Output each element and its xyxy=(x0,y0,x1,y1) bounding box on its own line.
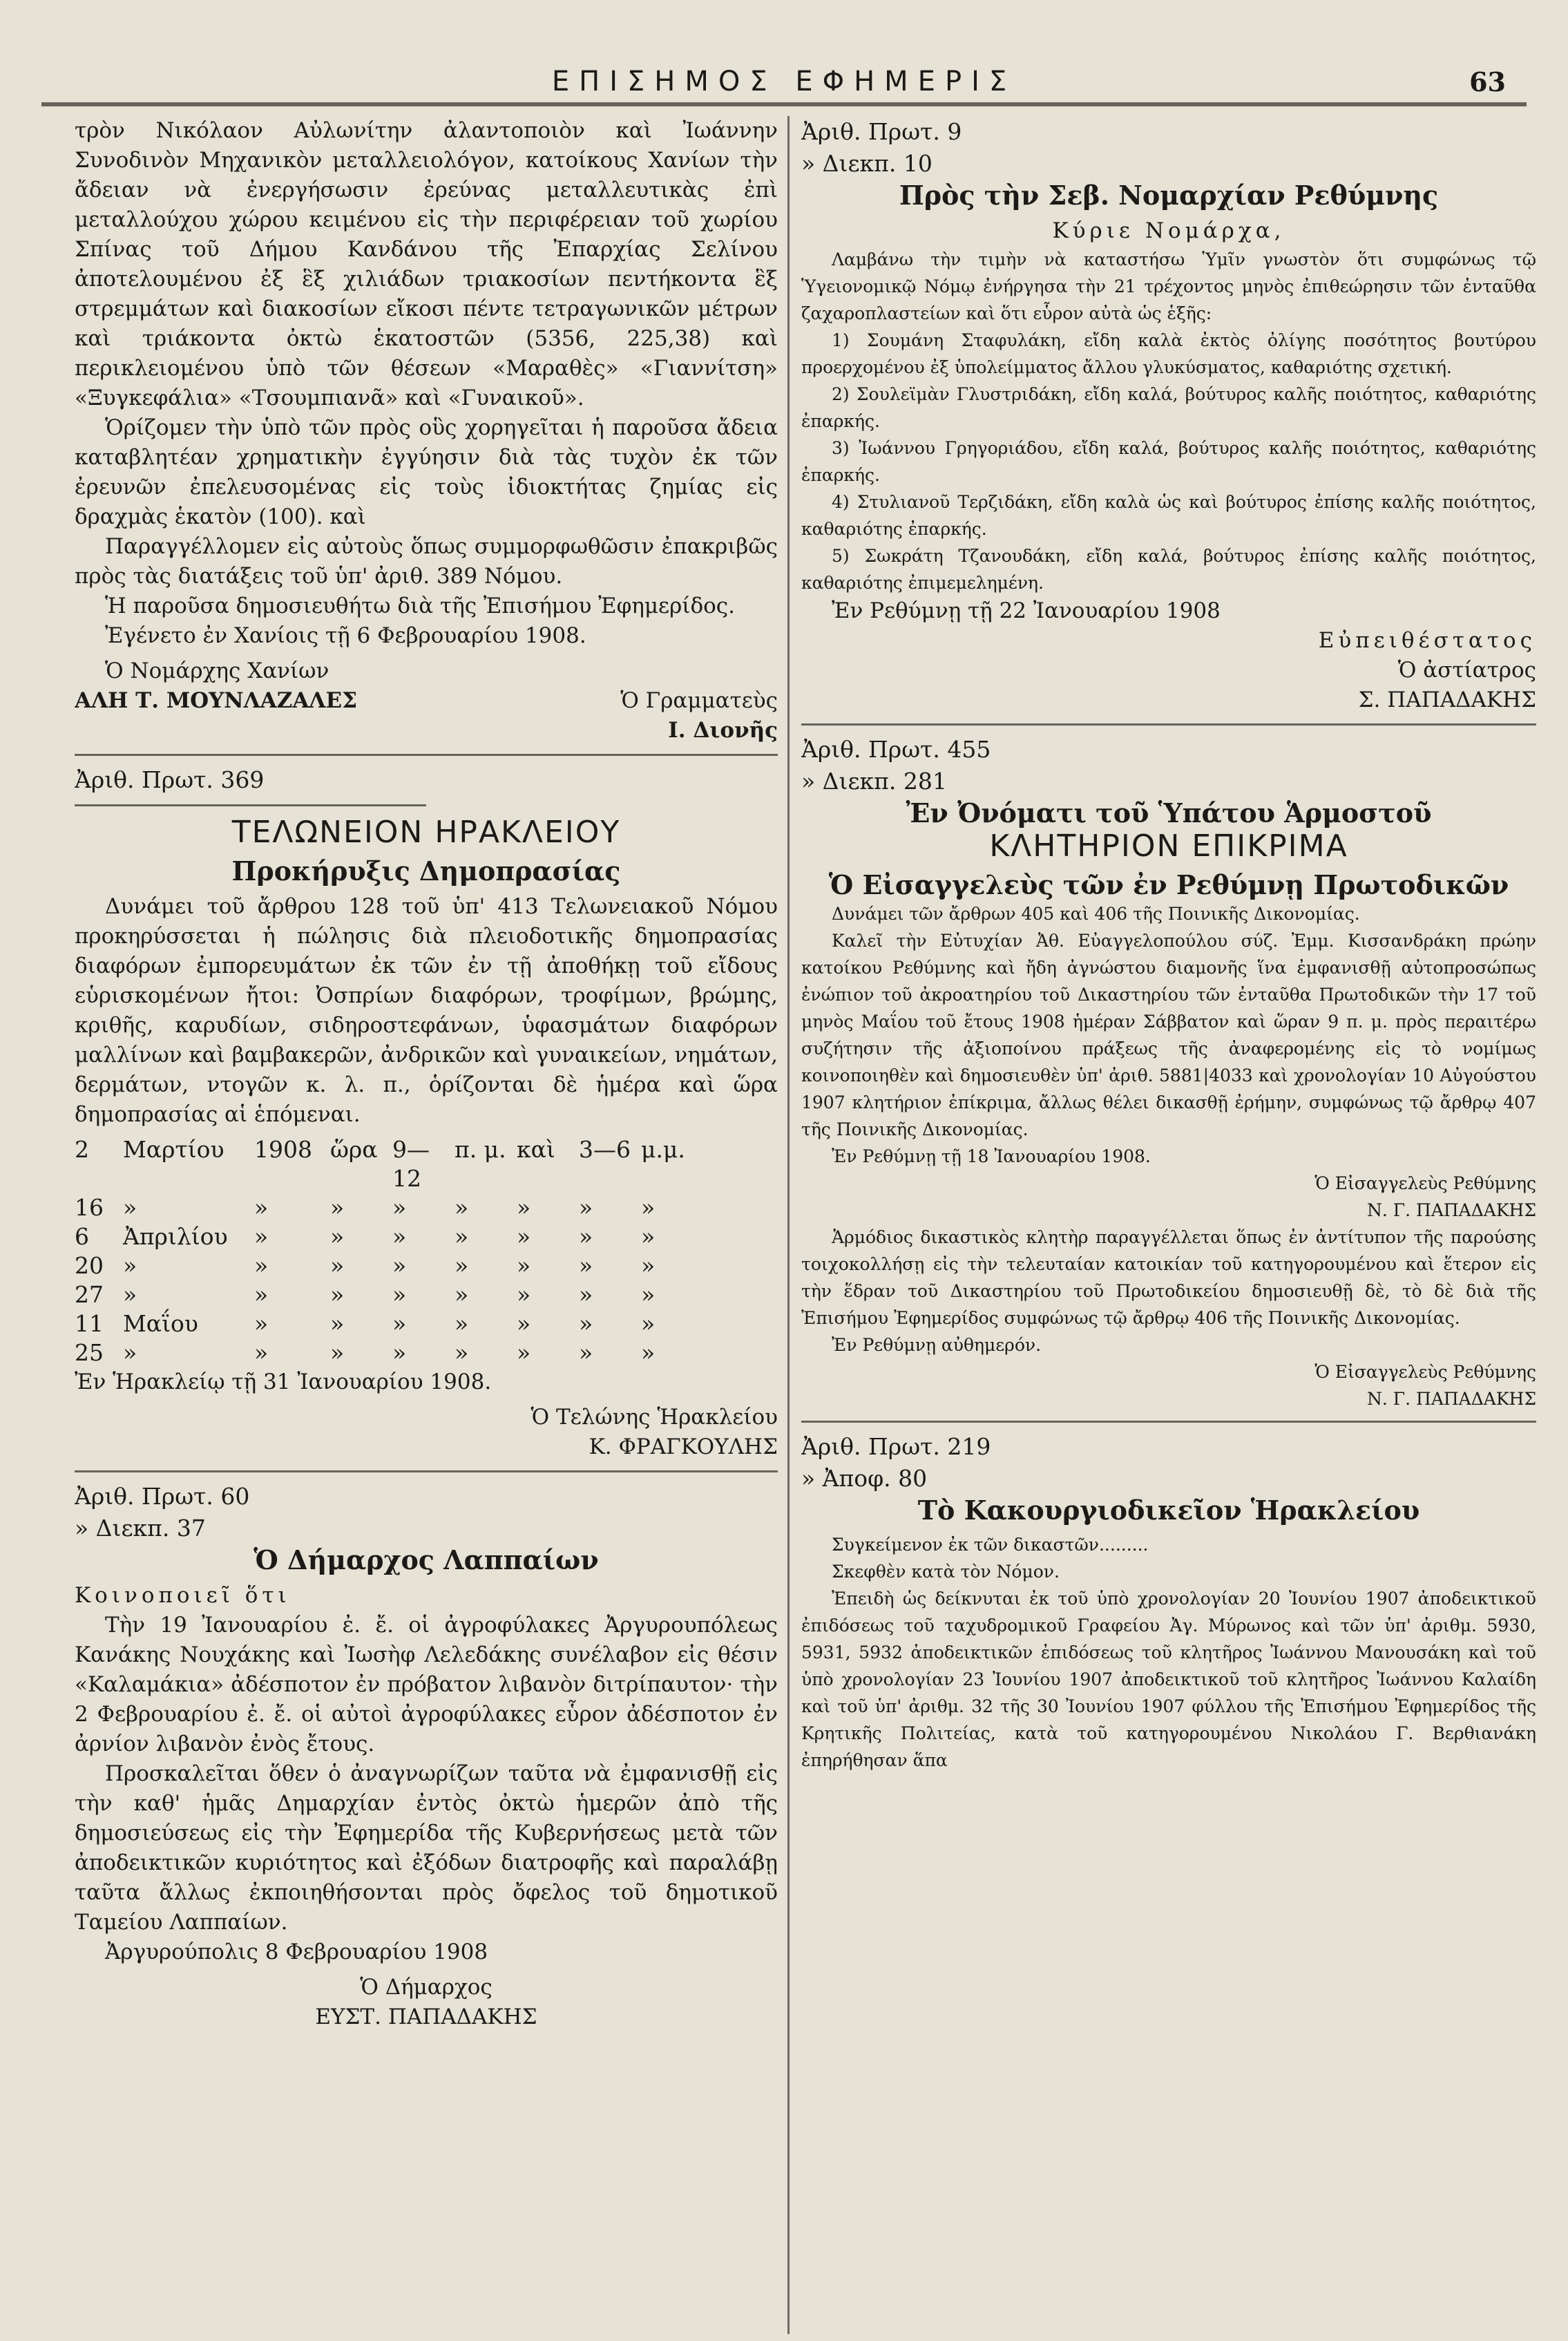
section-rule xyxy=(801,1421,1536,1423)
notice-title: ΤΕΛΩΝΕΙΟΝ ΗΡΑΚΛΕΙΟΥ xyxy=(231,815,621,850)
mining-permit-notice xyxy=(75,116,778,746)
schedule-cell: 20 xyxy=(75,1252,104,1279)
schedule-cell: » xyxy=(123,1252,137,1279)
schedule-cell: 1908 xyxy=(254,1136,312,1163)
schedule-cell: 16 xyxy=(75,1194,104,1221)
signatory-name: Κ. ΦΡΑΓΚΟΥΛΗΣ xyxy=(589,1434,778,1459)
schedule-row xyxy=(75,1135,778,1193)
schedule-row xyxy=(75,1280,778,1309)
schedule-cell: » xyxy=(641,1339,656,1366)
permit-paragraph: Παραγγέλλομεν εἰς αὐτοὺς ὅπως συμμορφωθῶσιν ἐπακριβῶς πρὸς τὰς διατάξεις τοῦ ὑπ' ἀριθ. 389 Νόμου. xyxy=(75,534,778,589)
closing-formula: Εὐπειθέστατος xyxy=(1318,628,1536,653)
signatory-title: Ὁ Εἰσαγγελεὺς Ρεθύμνης xyxy=(1314,1173,1536,1193)
page-number: 63 xyxy=(1469,66,1506,97)
schedule-cell: » xyxy=(330,1281,345,1308)
summons-paragraph: Καλεῖ τὴν Εὐτυχίαν Ἀθ. Εὐαγγελοπούλου σύζ. Ἐμμ. Κισσανδράκη πρώην κατοίκου Ρεθύμνης καὶ ἤδη ἀγνώστου διαμονῆς ἵνα ἐμφανισθῇ αὐτοπροσώπως ἐνώπιον τοῦ ἀκροατηρίου τοῦ Δικαστηρίου τῶν ἐνταῦθα Πρωτοδικῶν τὴν 17 τοῦ μηνὸς Μαΐου τοῦ ἔτους 1908 ἡμέραν Σάββατον καὶ ὥραν 9 π. μ. πρὸς περαιτέρω συζήτησιν τῆς ἀξιοποίνου πράξεως τῆς ἀναφερομένης εἰς τὸ νομίμως κοινοποιηθὲν καὶ δημοσιευθὲν ὑπ' ἀριθ. 5881|4033 καὶ χρονολογίαν 10 Αὐγούστου 1907 κλητήριον ἐπίκριμα, ἄλλως θέλει δικασθῇ ἐρήμην, συμφώνως τῷ ἄρθρῳ 407 τῆς Ποινικῆς Δικονομίας. xyxy=(801,931,1536,1139)
schedule-cell: » xyxy=(579,1310,593,1337)
mayor-paragraph: Προσκαλεῖται ὅθεν ὁ ἀναγνωρίζων ταῦτα νὰ ἐμφανισθῇ εἰς τὴν καθ' ἡμᾶς Δημαρχίαν ἐντὸς ὀκτὼ ἡμερῶν ἀπὸ τῆς δημοσιεύσεως εἰς τὴν Ἐφημερίδα τῆς Κυβερνήσεως μετὰ τῶν ἀποδεικτικῶν κυριότητος καὶ ἐξόδων διατροφῆς καὶ παραλάβῃ ταῦτα ἄλλως ἐκποιηθήσονται πρὸς ὄφελος τοῦ δημοτικοῦ Ταμείου Λαππαίων. xyxy=(75,1761,778,1935)
dispatch-number: » Διεκπ. 10 xyxy=(801,150,933,177)
schedule-cell: » xyxy=(123,1194,137,1221)
header-rule xyxy=(41,102,1527,106)
auction-schedule xyxy=(75,1135,778,1367)
notice-heading: Ἐν Ὀνόματι τοῦ Ὑπάτου Ἁρμοστοῦ xyxy=(906,797,1432,828)
schedule-cell: Μαρτίου xyxy=(123,1136,224,1163)
notice-date: Ἐν Ρεθύμνῃ αὐθημερόν. xyxy=(832,1335,1042,1355)
schedule-cell: » xyxy=(123,1339,137,1366)
dispatch-number: » Διεκπ. 37 xyxy=(75,1515,206,1542)
schedule-cell: » xyxy=(579,1194,593,1221)
notice-date: Ἐν Ρεθύμνῃ τῇ 18 Ἰανουαρίου 1908. xyxy=(832,1146,1151,1166)
inspection-item: 2) Σουλεϊμὰν Γλυστριδάκη, εἴδη καλά, βούτυρος καλῆς ποιότητος, καθαριότης ἐπαρκής. xyxy=(801,384,1536,431)
notice-date: Ἀργυρούπολις 8 Φεβρουαρίου 1908 xyxy=(105,1940,488,1964)
schedule-cell: » xyxy=(254,1223,269,1250)
court-paragraph: Ἐπειδὴ ὡς δείκνυται ἐκ τοῦ ὑπὸ χρονολογίαν 20 Ἰουνίου 1907 ἀποδεικτικοῦ ἐπιδόσεως τοῦ ταχυδρομικοῦ Γραφείου Ἀγ. Μύρωνος καὶ τῶν ὑπ' ἀριθμ. 5930, 5931, 5932 ἀποδεικτικῶν ἐπιδόσεως τοῦ κλητῆρος Ἰωάννου Μανουσάκη καὶ τοῦ ὑπὸ χρονολογίαν 23 Ἰουνίου 1907 ἀποδεικτικοῦ τοῦ κλητῆρος Ἰωάννου Καλαίδη καὶ τοῦ ὑπ' ἀριθμ. 32 τῆς 30 Ἰουνίου 1907 φύλλου τῆς Ἐπισήμου Ἐφημερίδος τῆς Κρητικῆς Πολιτείας, κατὰ τοῦ κατηγορουμένου Νικολάου Γ. Βερθιανάκη ἐπηρήθησαν ἅπα xyxy=(801,1589,1536,1770)
reference-number: Ἀριθ. Πρωτ. 369 xyxy=(75,766,265,793)
signatory-title: Ὁ Δήμαρχος xyxy=(360,1975,493,2000)
inspection-item: 1) Σουμάνη Σταφυλάκη, εἴδη καλὰ ἐκτὸς ὀλίγης ποσότητος βουτύρου προερχομένου ἐξ ὑπολείμματος ἄλλου γλυκύσματος, καθαριότης σχετική. xyxy=(801,330,1536,377)
signatory-name: ΕΥΣΤ. ΠΑΠΑΔΑΚΗΣ xyxy=(315,2004,537,2029)
schedule-cell: μ.μ. xyxy=(641,1136,685,1163)
schedule-row xyxy=(75,1338,778,1367)
page-header xyxy=(41,66,1527,97)
auction-body: Δυνάμει τοῦ ἄρθρου 128 τοῦ ὑπ' 413 Τελωνειακοῦ Νόμου προκηρύσσεται ἡ πώλησις διὰ πλειοδοτικῆς δημοπρασίας διαφόρων ἐμπορευμάτων ἐκ τῶν ἐν τῇ ἀποθήκῃ τοῦ εἴδους εὑρισκομένων ἤτοι: Ὀσπρίων διαφόρων, τροφίμων, βρώμης, κριθῆς, καρυδίων, σιδηροστεφάνων, ὑφασμάτων διαφόρων μαλλίνων καὶ βαμβακερῶν, ἀνδρικῶν καὶ γυναικείων, νημάτων, δερμάτων, ντογῶν κ. λ. π., ὁρίζονται δὲ ἡμέρα καὶ ὥρα δημοπρασίας αἱ ἑπόμεναι. xyxy=(75,894,778,1127)
signatory-title: Ὁ ἀστίατρος xyxy=(1397,658,1536,683)
schedule-cell: » xyxy=(254,1281,269,1308)
decision-number: » Ἀποφ. 80 xyxy=(801,1465,928,1492)
notice-date: Ἐν Ρεθύμνῃ τῇ 22 Ἰανουαρίου 1908 xyxy=(832,598,1221,623)
mayor-notice xyxy=(75,1481,778,2032)
schedule-cell: καὶ xyxy=(517,1136,555,1163)
schedule-cell: 9—12 xyxy=(392,1136,430,1192)
section-rule xyxy=(801,723,1536,726)
schedule-cell: » xyxy=(641,1223,656,1250)
schedule-cell: ὥρα xyxy=(330,1136,378,1163)
mayor-paragraph: Τὴν 19 Ἰανουαρίου ἐ. ἔ. οἱ ἀγροφύλακες Ἀργυρουπόλεως Κανάκης Νουχάκης καὶ Ἰωσὴφ Λελεδάκης συνέλαβον εἰς θέσιν «Καλαμάκια» ἀδέσποτον ἐν πρόβατον λιβανὸν διτρίπαυτον· τὴν 2 Φεβρουαρίου ἐ. ἔ. οἱ αὐτοὶ ἀγροφύλακες εὗρον ἀδέσποτον ἐν ἀρνίον λιβανὸν ἐνὸς ἔτους. xyxy=(75,1613,778,1756)
notice-lead: Κοινοποιεῖ ὅτι xyxy=(75,1583,291,1608)
notice-date: Ἐγένετο ἐν Χανίοις τῇ 6 Φεβρουαρίου 1908. xyxy=(105,623,586,648)
schedule-cell: » xyxy=(330,1310,345,1337)
schedule-cell: 25 xyxy=(75,1339,104,1366)
schedule-cell: » xyxy=(641,1310,656,1337)
signatory-name: Ν. Γ. ΠΑΠΑΔΑΚΗΣ xyxy=(1367,1200,1536,1220)
signature-row xyxy=(75,686,778,716)
schedule-cell: » xyxy=(392,1339,407,1366)
schedule-cell: » xyxy=(455,1281,469,1308)
permit-paragraph: Ἡ παροῦσα δημοσιευθήτω διὰ τῆς Ἐπισήμου Ἐφημερίδος. xyxy=(105,594,736,618)
schedule-cell: » xyxy=(579,1252,593,1279)
schedule-cell: » xyxy=(641,1194,656,1221)
schedule-cell: » xyxy=(641,1281,656,1308)
schedule-cell: » xyxy=(254,1194,269,1221)
schedule-cell: » xyxy=(392,1310,407,1337)
schedule-cell: 27 xyxy=(75,1281,104,1308)
inspection-item: 3) Ἰωάννου Γρηγοριάδου, εἴδη καλά, βούτυρος καλῆς ποιότητος, καθαριότης ἐπαρκής. xyxy=(801,438,1536,485)
schedule-cell: » xyxy=(392,1223,407,1250)
schedule-cell: » xyxy=(641,1252,656,1279)
secretary-name: Ι. Διονῆς xyxy=(668,718,778,743)
signatory-title: Ὁ Τελώνης Ἡρακλείου xyxy=(530,1405,778,1430)
notice-subtitle: Προκήρυξις Δημοπρασίας xyxy=(231,855,621,887)
schedule-cell: 6 xyxy=(75,1223,89,1250)
schedule-cell: » xyxy=(254,1252,269,1279)
schedule-row xyxy=(75,1222,778,1251)
permit-paragraph: Ὁρίζομεν τὴν ὑπὸ τῶν πρὸς οὓς χορηγεῖται ἡ παροῦσα ἄδεια καταβλητέαν χρηματικὴν ἐγγύησιν διὰ τὰς τυχὸν ἐκ τῶν ἐρευνῶν ἐπελευσομένας εἰς τοὺς ἰδιοκτήτας ζημίας εἰς δραχμὰς ἑκατὸν (100). καὶ xyxy=(75,415,778,529)
schedule-cell: » xyxy=(517,1223,531,1250)
signatory-name: ΑΛΗ Τ. ΜΟΥΝΛΑΖΑΛΕΣ xyxy=(75,688,358,713)
report-intro: Λαμβάνω τὴν τιμὴν νὰ καταστήσω Ὑμῖν γνωστὸν ὅτι συμφώνως τῷ Ὑγειονομικῷ Νόμῳ ἐνήργησα τὴν 21 τρέχοντος μηνὸς ἐπιθεώρησιν τῶν ἐνταῦθα ζαχαροπλαστείων καὶ ὅτι εὗρον αὐτὰ ὡς ἑξῆς: xyxy=(801,249,1536,323)
schedule-cell: » xyxy=(517,1252,531,1279)
schedule-cell: » xyxy=(517,1310,531,1337)
schedule-cell: 3—6 xyxy=(579,1136,631,1163)
notice-date: Ἐν Ἡρακλείῳ τῇ 31 Ἰανουαρίου 1908. xyxy=(75,1369,492,1394)
reference-number: Ἀριθ. Πρωτ. 9 xyxy=(801,118,962,145)
summons-paragraph: Ἁρμόδιος δικαστικὸς κλητὴρ παραγγέλλεται ὅπως ἐν ἀντίτυπον τῆς παρούσης τοιχοκολλήσῃ εἰς τὴν τελευταίαν κατοικίαν τοῦ κατηγορουμένου καὶ ἕτερον εἰς τὴν ἕδραν τοῦ Δικαστηρίου τοῦ Πρωτοδικείου δημοσιευθῇ δὲ, τὸ δὲ διὰ τῆς Ἐπισήμου Ἐφημερίδος συμφώνως τῷ ἄρθρῳ 406 τῆς Ποινικῆς Δικονομίας. xyxy=(801,1227,1536,1328)
schedule-cell: π. μ. xyxy=(455,1136,506,1163)
schedule-cell: » xyxy=(455,1339,469,1366)
short-rule xyxy=(75,804,426,806)
schedule-cell: » xyxy=(517,1194,531,1221)
notice-title: Πρὸς τὴν Σεβ. Νομαρχίαν Ρεθύμνης xyxy=(899,180,1439,211)
permit-paragraph: τρὸν Νικόλαον Αὐλωνίτην ἀλαντοποιὸν καὶ Ἰωάννην Συνοδινὸν Μηχανικὸν μεταλλειολόγον, κατοίκους Χανίων τὴν ἄδειαν νὰ ἐνεργήσωσιν ἐρεύνας μεταλλευτικὰς ἐπὶ μεταλλούχου χώρου κειμένου εἰς τὴν περιφέρειαν τοῦ χωρίου Σπίνας τοῦ Δήμου Κανδάνου τῆς Ἐπαρχίας Σελίνου ἀποτελουμένου ἐξ ἓξ χιλιάδων τριακοσίων πεντήκοντα ἓξ στρεμμάτων καὶ διακοσίων εἴκοσι πέντε τετραγωνικῶν μέτρων καὶ τριάκοντα ὀκτὼ ἑκατοστῶν (5356, 225,38) καὶ περικλειομένου ὑπὸ τῶν θέσεων «Μαραθὲς» «Γιαννίτση» «Ξυγκεφάλια» «Τσουμπιανᾶ» καὶ «Γυναικοῦ». xyxy=(75,118,778,410)
schedule-cell: » xyxy=(579,1281,593,1308)
masthead-title: ΕΠΙΣΗΜΟΣ ΕΦΗΜΕΡΙΣ xyxy=(551,66,1017,97)
schedule-cell: 2 xyxy=(75,1136,89,1163)
schedule-cell: » xyxy=(392,1194,407,1221)
schedule-row xyxy=(75,1193,778,1222)
schedule-cell: » xyxy=(455,1223,469,1250)
schedule-cell: » xyxy=(123,1281,137,1308)
reference-number: Ἀριθ. Πρωτ. 219 xyxy=(801,1433,991,1460)
schedule-cell: » xyxy=(392,1252,407,1279)
schedule-cell: » xyxy=(579,1339,593,1366)
signatory-name: Ν. Γ. ΠΑΠΑΔΑΚΗΣ xyxy=(1367,1389,1536,1409)
inspection-item: 5) Σωκράτη Τζανουδάκη, εἴδη καλά, βούτυρος ἐπίσης καλῆς ποιότητος, καθαριότης ἐπιμεμελημένη. xyxy=(801,546,1536,593)
schedule-cell: » xyxy=(330,1339,345,1366)
section-rule xyxy=(75,1470,778,1472)
salutation: Κύριε Νομάρχα, xyxy=(1052,218,1285,243)
schedule-cell: » xyxy=(330,1223,345,1250)
signatory-name: Σ. ΠΑΠΑΔΑΚΗΣ xyxy=(1358,688,1536,712)
dispatch-number: » Διεκπ. 281 xyxy=(801,768,947,795)
schedule-cell: » xyxy=(392,1281,407,1308)
schedule-cell: » xyxy=(254,1310,269,1337)
schedule-row xyxy=(75,1251,778,1280)
schedule-cell: » xyxy=(254,1339,269,1366)
signatory-title: Ὁ Εἰσαγγελεὺς Ρεθύμνης xyxy=(1314,1362,1536,1382)
schedule-cell: » xyxy=(517,1339,531,1366)
court-line: Σκεφθὲν κατὰ τὸν Νόμον. xyxy=(832,1562,1060,1582)
schedule-cell: » xyxy=(330,1252,345,1279)
notice-title: ΚΛΗΤΗΡΙΟΝ ΕΠΙΚΡΙΜΑ xyxy=(989,828,1348,864)
criminal-court-notice xyxy=(801,1431,1536,1774)
schedule-cell: » xyxy=(455,1310,469,1337)
health-inspection-report xyxy=(801,116,1536,715)
summons-paragraph: Δυνάμει τῶν ἄρθρων 405 καὶ 406 τῆς Ποινικῆς Δικονομίας. xyxy=(832,904,1360,924)
schedule-cell: 11 xyxy=(75,1310,104,1337)
schedule-cell: » xyxy=(330,1194,345,1221)
reference-number: Ἀριθ. Πρωτ. 455 xyxy=(801,736,991,763)
notice-title: Τὸ Κακουργιοδικεῖον Ἡρακλείου xyxy=(917,1495,1420,1526)
schedule-cell: » xyxy=(455,1194,469,1221)
inspection-item: 4) Στυλιανοῦ Τερζιδάκη, εἴδη καλὰ ὡς καὶ βούτυρος ἐπίσης καλῆς ποιότητος, καθαριότης ἐπαρκής. xyxy=(801,492,1536,539)
notice-title: Ὁ Δήμαρχος Λαππαίων xyxy=(254,1544,599,1575)
left-column xyxy=(75,116,778,2334)
summons-notice xyxy=(801,734,1536,1412)
signatory-title: Ὁ Νομάρχης Χανίων xyxy=(105,658,329,683)
customs-auction-notice xyxy=(75,764,778,1462)
schedule-cell: Μαΐου xyxy=(123,1310,198,1337)
secretary-title: Ὁ Γραμματεὺς xyxy=(620,688,778,713)
right-column xyxy=(801,116,1536,2334)
column-divider xyxy=(787,116,790,2334)
schedule-cell: » xyxy=(455,1252,469,1279)
schedule-cell: Ἀπριλίου xyxy=(123,1223,228,1250)
reference-number: Ἀριθ. Πρωτ. 60 xyxy=(75,1483,250,1510)
notice-subtitle: Ὁ Εἰσαγγελεὺς τῶν ἐν Ρεθύμνῃ Πρωτοδικῶν xyxy=(828,869,1509,900)
schedule-cell: » xyxy=(579,1223,593,1250)
schedule-row xyxy=(75,1309,778,1338)
court-line: Συγκείμενον ἐκ τῶν δικαστῶν......... xyxy=(832,1535,1149,1555)
section-rule xyxy=(75,754,778,756)
schedule-cell: » xyxy=(517,1281,531,1308)
